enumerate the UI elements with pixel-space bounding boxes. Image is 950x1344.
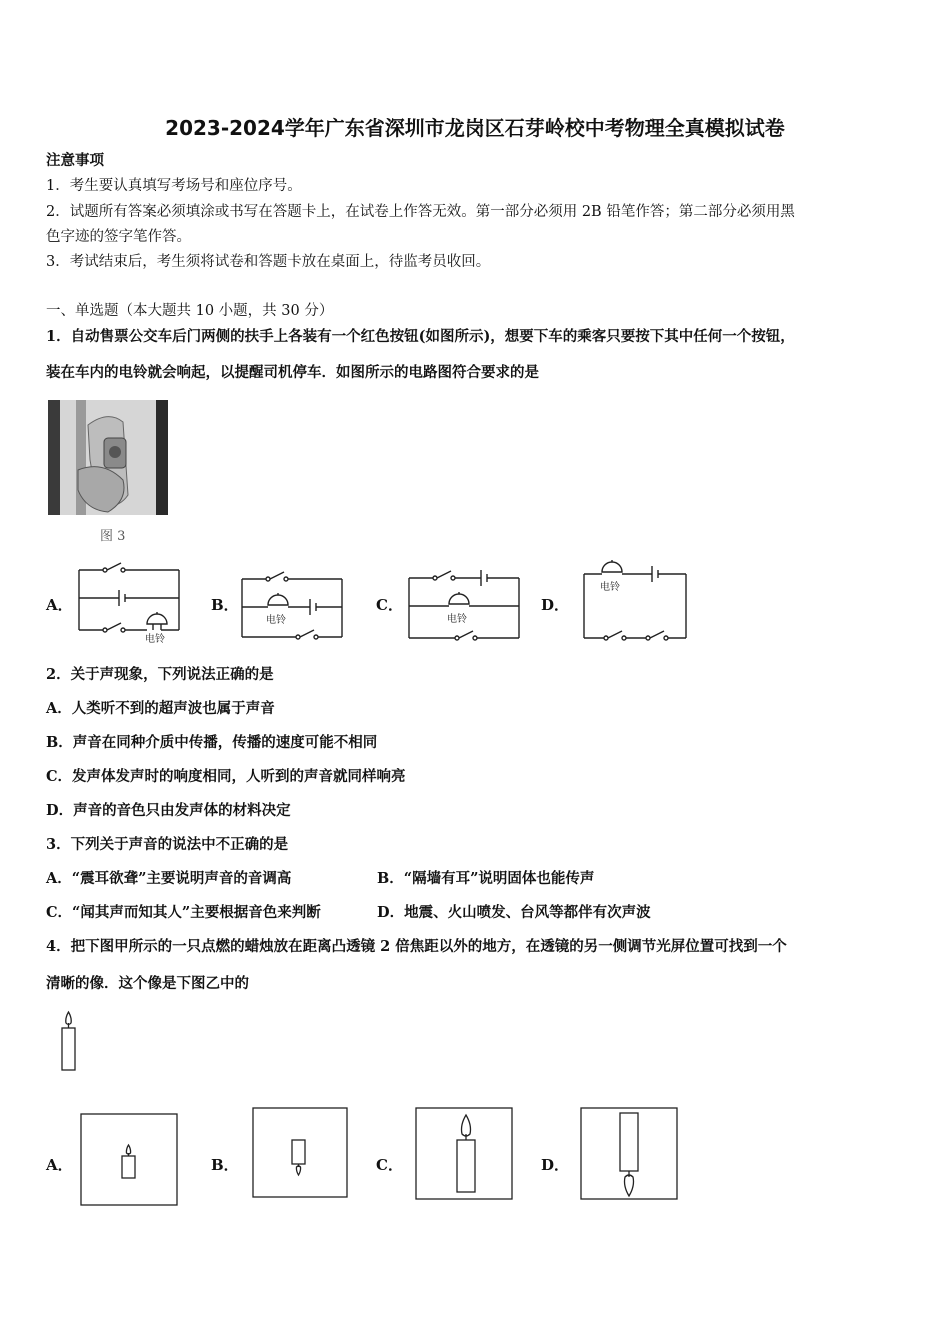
question-2-option-b: B．声音在同种介质中传播，传播的速度可能不相同: [46, 734, 378, 751]
question-4-stem: 4．把下图甲所示的一只点燃的蜡烛放在距离凸透镜 2 倍焦距以外的地方，在透镜的另一侧调节光屏位置可找到一个: [46, 938, 787, 955]
option-a-label: A．: [46, 1156, 73, 1174]
page-title: 2023-2024学年广东省深圳市龙岗区石芽岭校中考物理全真模拟试卷: [165, 116, 785, 140]
bus-button-photo: [48, 400, 168, 515]
bell-label: 电铃: [266, 615, 286, 626]
option-d-label: D．: [541, 596, 570, 614]
option-c-label: C．: [376, 596, 403, 614]
option-c-label: C．: [376, 1156, 403, 1174]
bell-label: 电铃: [600, 582, 620, 593]
question-2-option-c: C．发声体发声时的响度相同，人听到的声音就同样响亮: [46, 768, 406, 785]
question-3-option-d: D．地震、火山喷发、台风等都伴有次声波: [377, 904, 651, 921]
notice-item: 1．考生要认真填写考场号和座位序号。: [46, 178, 302, 194]
notice-item: 3．考试结束后，考生须将试卷和答题卡放在桌面上，待监考员收回。: [46, 254, 491, 270]
question-3-option-a: A．“震耳欲聋”主要说明声音的音调高: [46, 870, 292, 887]
question-2-stem: 2．关于声现象，下列说法正确的是: [46, 666, 274, 683]
notice-heading: 注意事项: [46, 152, 104, 169]
option-d-label: D．: [541, 1156, 570, 1174]
question-2-option-d: D．声音的音色只由发声体的材料决定: [46, 802, 291, 819]
question-3-option-c: C．“闻其声而知其人”主要根据音色来判断: [46, 904, 321, 921]
question-2-option-a: A．人类听不到的超声波也属于声音: [46, 700, 275, 717]
option-a-label: A．: [46, 596, 73, 614]
figure-caption: 图 3: [100, 529, 126, 544]
question-1-stem-cont: 装在车内的电铃就会响起，以提醒司机停车．如图所示的电路图符合要求的是: [46, 364, 539, 381]
candle-image-d: [580, 1107, 678, 1200]
section-heading: 一、单选题（本大题共 10 小题，共 30 分）: [46, 303, 334, 319]
bell-label: 电铃: [447, 614, 467, 625]
question-1-stem: 1．自动售票公交车后门两侧的扶手上各装有一个红色按钮(如图所示)，想要下车的乘客只要按下其中任何一个按钮，: [46, 328, 795, 345]
question-3-stem: 3．下列关于声音的说法中不正确的是: [46, 836, 289, 853]
bell-label: 电铃: [145, 634, 165, 645]
notice-item: 2．试题所有答案必须填涂或书写在答题卡上，在试卷上作答无效。第一部分必须用 2B 铅笔作答；第二部分必须用黑: [46, 204, 795, 220]
question-4-stem-cont: 清晰的像．这个像是下图乙中的: [46, 975, 249, 992]
notice-item: 色字迹的签字笔作答。: [46, 229, 191, 245]
question-3-option-b: B．“隔墙有耳”说明固体也能传声: [377, 870, 595, 887]
circuit-diagram-a: [75, 560, 185, 645]
candle-image-a: [80, 1113, 178, 1206]
circuit-diagram-d: [580, 552, 692, 644]
candle-image-b: [252, 1107, 348, 1198]
candle-image-c: [415, 1107, 513, 1200]
candle-figure-original: [58, 1010, 80, 1072]
circuit-diagram-c: [405, 560, 523, 645]
option-b-label: B．: [211, 1156, 239, 1174]
circuit-diagram-b: [238, 565, 348, 645]
option-b-label: B．: [211, 596, 239, 614]
